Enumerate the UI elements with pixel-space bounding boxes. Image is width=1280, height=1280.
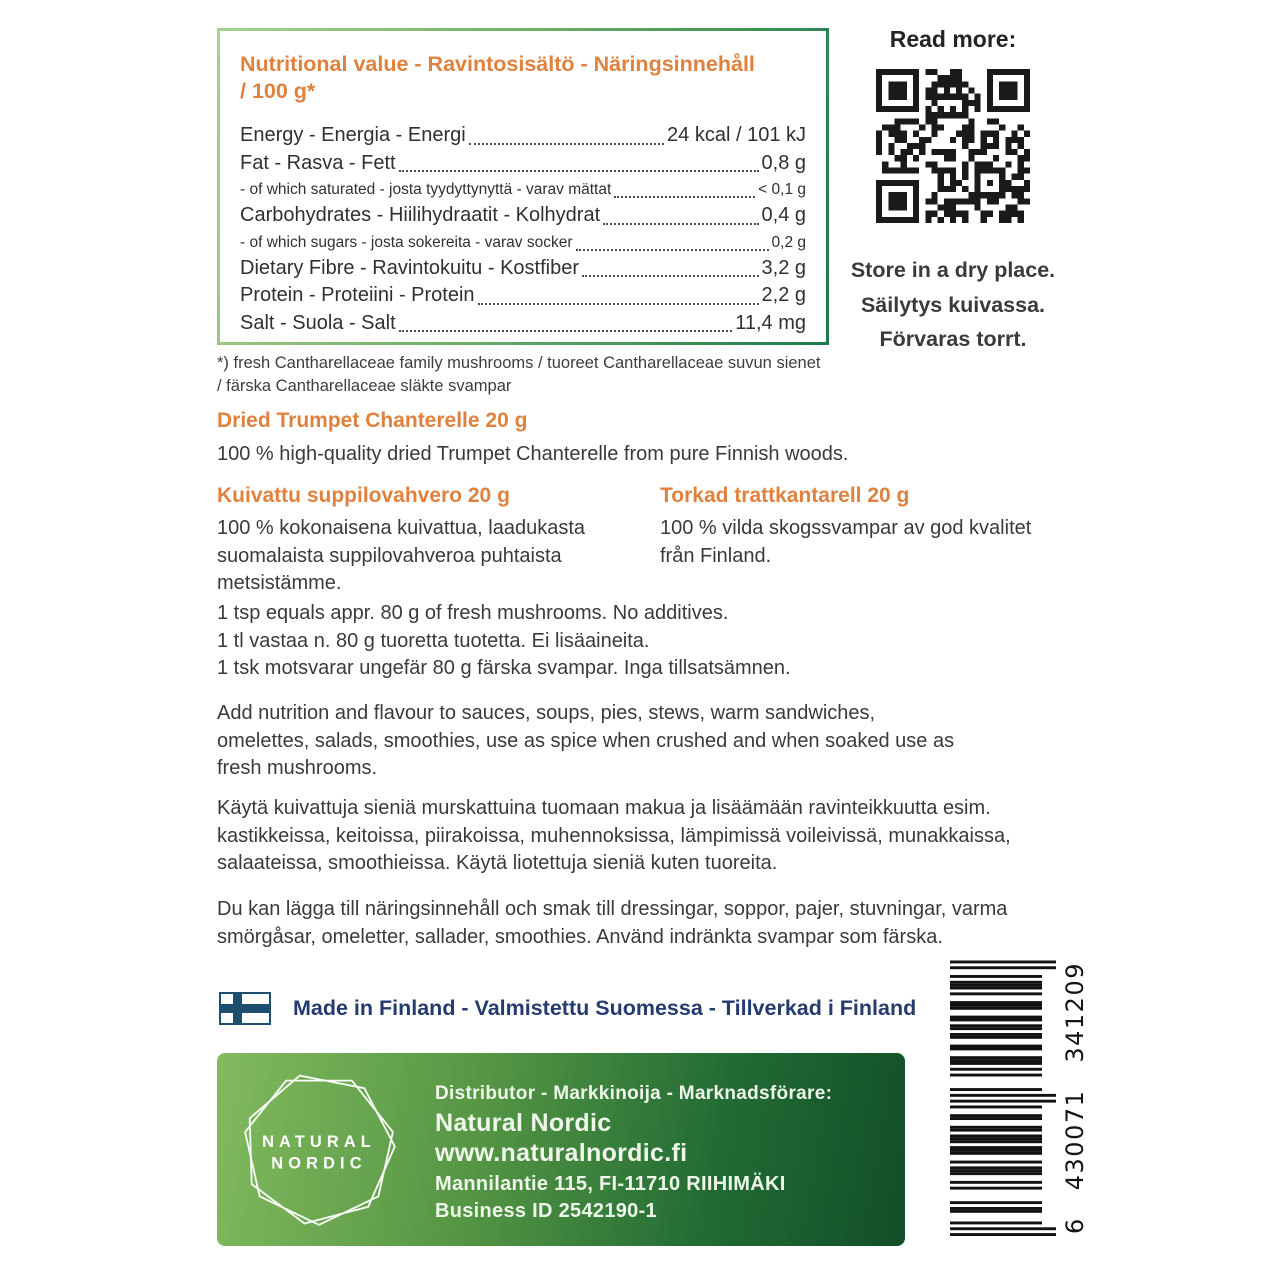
- text-line: Store in a dry place.: [850, 258, 1056, 282]
- nutrient-label: Fat - Rasva - Fett: [240, 151, 396, 174]
- nutrient-label: Dietary Fibre - Ravintokuitu - Kostfiber: [240, 256, 580, 279]
- footer-panel: [217, 1053, 905, 1246]
- barcode-bars: [950, 960, 1056, 1236]
- text-line: Add nutrition and flavour to sauces, soups, pies, stews, warm sandwiches,: [217, 702, 876, 724]
- text-line: Du kan lägga till näringsinnehåll och smak till dressingar, soppor, pajer, stuvningar, varma: [217, 898, 1008, 920]
- business-id: Business ID 2542190-1: [435, 1200, 657, 1222]
- barcode-digit-group: 430071: [1061, 1089, 1089, 1191]
- text-line: Säilytys kuivassa.: [860, 292, 1046, 317]
- text-line: 100 % vilda skogssvampar av god kvalitet: [660, 517, 1032, 539]
- dotted-leader: [576, 249, 769, 251]
- barcode-digit-group: 6: [1061, 1217, 1089, 1234]
- text-line: Käytä kuivattuja sieniä murskattuina tuomaan makua ja lisäämään ravinteikkuutta esim.: [217, 797, 991, 819]
- text-line: 100 % high-quality dried Trumpet Chanterelle from pure Finnish woods.: [217, 443, 849, 465]
- text-line: 100 % kokonaisena kuivattua, laadukasta: [217, 517, 586, 539]
- nutrition-title: [240, 51, 806, 105]
- nutrition-row: [240, 122, 806, 150]
- dotted-leader: [478, 303, 759, 305]
- nutrition-row: [240, 150, 806, 178]
- text-line: 1 tl vastaa n. 80 g tuoretta tuotetta. Ei lisäaineita.: [217, 629, 650, 652]
- barcode-rotated: [950, 952, 1089, 1236]
- made-in-finland-text: Made in Finland - Valmistettu Suomessa - Tillverkad i Finland: [293, 996, 917, 1020]
- nutrition-row: [240, 255, 806, 283]
- text-line: Förvaras torrt.: [879, 327, 1027, 351]
- nutrition-facts-panel: [217, 28, 829, 345]
- dotted-leader: [399, 170, 759, 172]
- product-description-en: [217, 441, 848, 469]
- text-line: 1 tsk motsvarar ungefär 80 g färska svampar. Inga tillsatsämnen.: [217, 657, 791, 679]
- usage-paragraph-fi: [217, 795, 1011, 878]
- distributor-block: [435, 1083, 832, 1223]
- dosage-info: [217, 600, 791, 683]
- nutrition-row: [240, 177, 806, 202]
- barcode-number: [1061, 960, 1089, 1236]
- product-heading-fi: Kuivattu suppilovahvero 20 g: [217, 484, 510, 507]
- text-line: salaateissa, smoothieissa. Käytä liotettuja sieniä kuten tuoreita.: [217, 852, 778, 874]
- nutrient-value: 2,2 g: [761, 284, 806, 306]
- logo-text-natural: NATURAL: [262, 1132, 376, 1151]
- text-line: omelettes, salads, smoothies, use as spice when crushed and when soaked use as: [217, 729, 955, 752]
- text-line: från Finland.: [660, 544, 772, 567]
- nutrient-label: Salt - Suola - Salt: [240, 311, 396, 334]
- product-heading-sv: Torkad trattkantarell 20 g: [660, 484, 910, 507]
- nutrient-value: 0,2 g: [771, 233, 806, 251]
- dotted-leader: [399, 330, 733, 332]
- nutrition-row: [240, 310, 806, 338]
- product-description-fi: [217, 515, 585, 598]
- nutrient-label: Protein - Proteiini - Protein: [240, 284, 475, 306]
- usage-paragraph-en: [217, 700, 954, 783]
- qr-code-image: [876, 69, 1030, 223]
- text-line: / 100 g*: [240, 79, 316, 103]
- product-section-en: [217, 408, 848, 469]
- usage-paragraph-sv: [217, 896, 1007, 951]
- product-heading-en: Dried Trumpet Chanterelle 20 g: [217, 409, 528, 432]
- footnote: [217, 352, 820, 398]
- barcode-digit-group: 341209: [1061, 962, 1089, 1063]
- finland-flag-icon: [219, 992, 271, 1025]
- nutrient-value: 24 kcal / 101 kJ: [667, 124, 806, 146]
- dotted-leader: [582, 275, 759, 277]
- company-address: Mannilantie 115, FI-11710 RIIHIMÄKI: [435, 1173, 786, 1195]
- dotted-leader: [614, 196, 755, 198]
- storage-instructions: [838, 253, 1068, 357]
- text-line: suomalaista suppilovahveroa puhtaista: [217, 544, 562, 567]
- text-line: 1 tsp equals appr. 80 g of fresh mushrooms. No additives.: [217, 602, 729, 624]
- nutrient-value: 3,2 g: [761, 256, 806, 279]
- logo-text-nordic: NORDIC: [271, 1154, 367, 1173]
- dotted-leader: [603, 223, 758, 225]
- nutrient-label: - of which sugars - josta sokereita - varav socker: [240, 233, 573, 251]
- nutrient-value: 0,4 g: [761, 204, 806, 226]
- qr-storage-column: [838, 26, 1068, 357]
- barcode: [950, 952, 1089, 1236]
- nutrient-label: - of which saturated - josta tyydyttynyttä - varav mättat: [240, 181, 612, 198]
- nutrient-value: 11,4 mg: [735, 311, 806, 334]
- text-line: Nutritional value - Ravintosisältö - Näringsinnehåll: [240, 52, 755, 76]
- nutrition-row: [240, 282, 806, 310]
- product-section-fi: [217, 483, 585, 598]
- made-in-finland-row: [219, 992, 916, 1025]
- text-line: kastikkeissa, keitoissa, piirakoissa, muhennoksissa, lämpimissä voileivissä, munakkaissa,: [217, 824, 1011, 847]
- website-url: www.naturalnordic.fi: [435, 1139, 688, 1167]
- dotted-leader: [469, 143, 664, 145]
- product-section-sv: [660, 483, 1031, 570]
- text-line: metsistämme.: [217, 572, 342, 594]
- text-line: smörgåsar, omeletter, sallader, smoothies. Använd indränkta svampar som färska.: [217, 925, 943, 948]
- nutrient-value: < 0,1 g: [758, 181, 806, 198]
- qr-code: [876, 69, 1030, 223]
- nutrition-row: [240, 230, 806, 255]
- text-line: / färska Cantharellaceae släkte svampar: [217, 377, 512, 395]
- nutrient-value: 0,8 g: [761, 151, 806, 174]
- product-description-sv: [660, 515, 1031, 570]
- nutrition-rows: [240, 122, 806, 337]
- natural-nordic-logo: [237, 1067, 401, 1231]
- company-name: Natural Nordic: [435, 1109, 612, 1137]
- nutrient-label: Energy - Energia - Energi: [240, 124, 466, 146]
- nutrient-label: Carbohydrates - Hiilihydraatit - Kolhydrat: [240, 204, 601, 226]
- text-line: fresh mushrooms.: [217, 757, 378, 779]
- nutrition-row: [240, 202, 806, 230]
- distributor-label: Distributor - Markkinoija - Marknadsförare:: [435, 1083, 833, 1104]
- text-line: *) fresh Cantharellaceae family mushrooms / tuoreet Cantharellaceae suvun sienet: [217, 354, 821, 372]
- read-more-label: Read more:: [889, 26, 1017, 52]
